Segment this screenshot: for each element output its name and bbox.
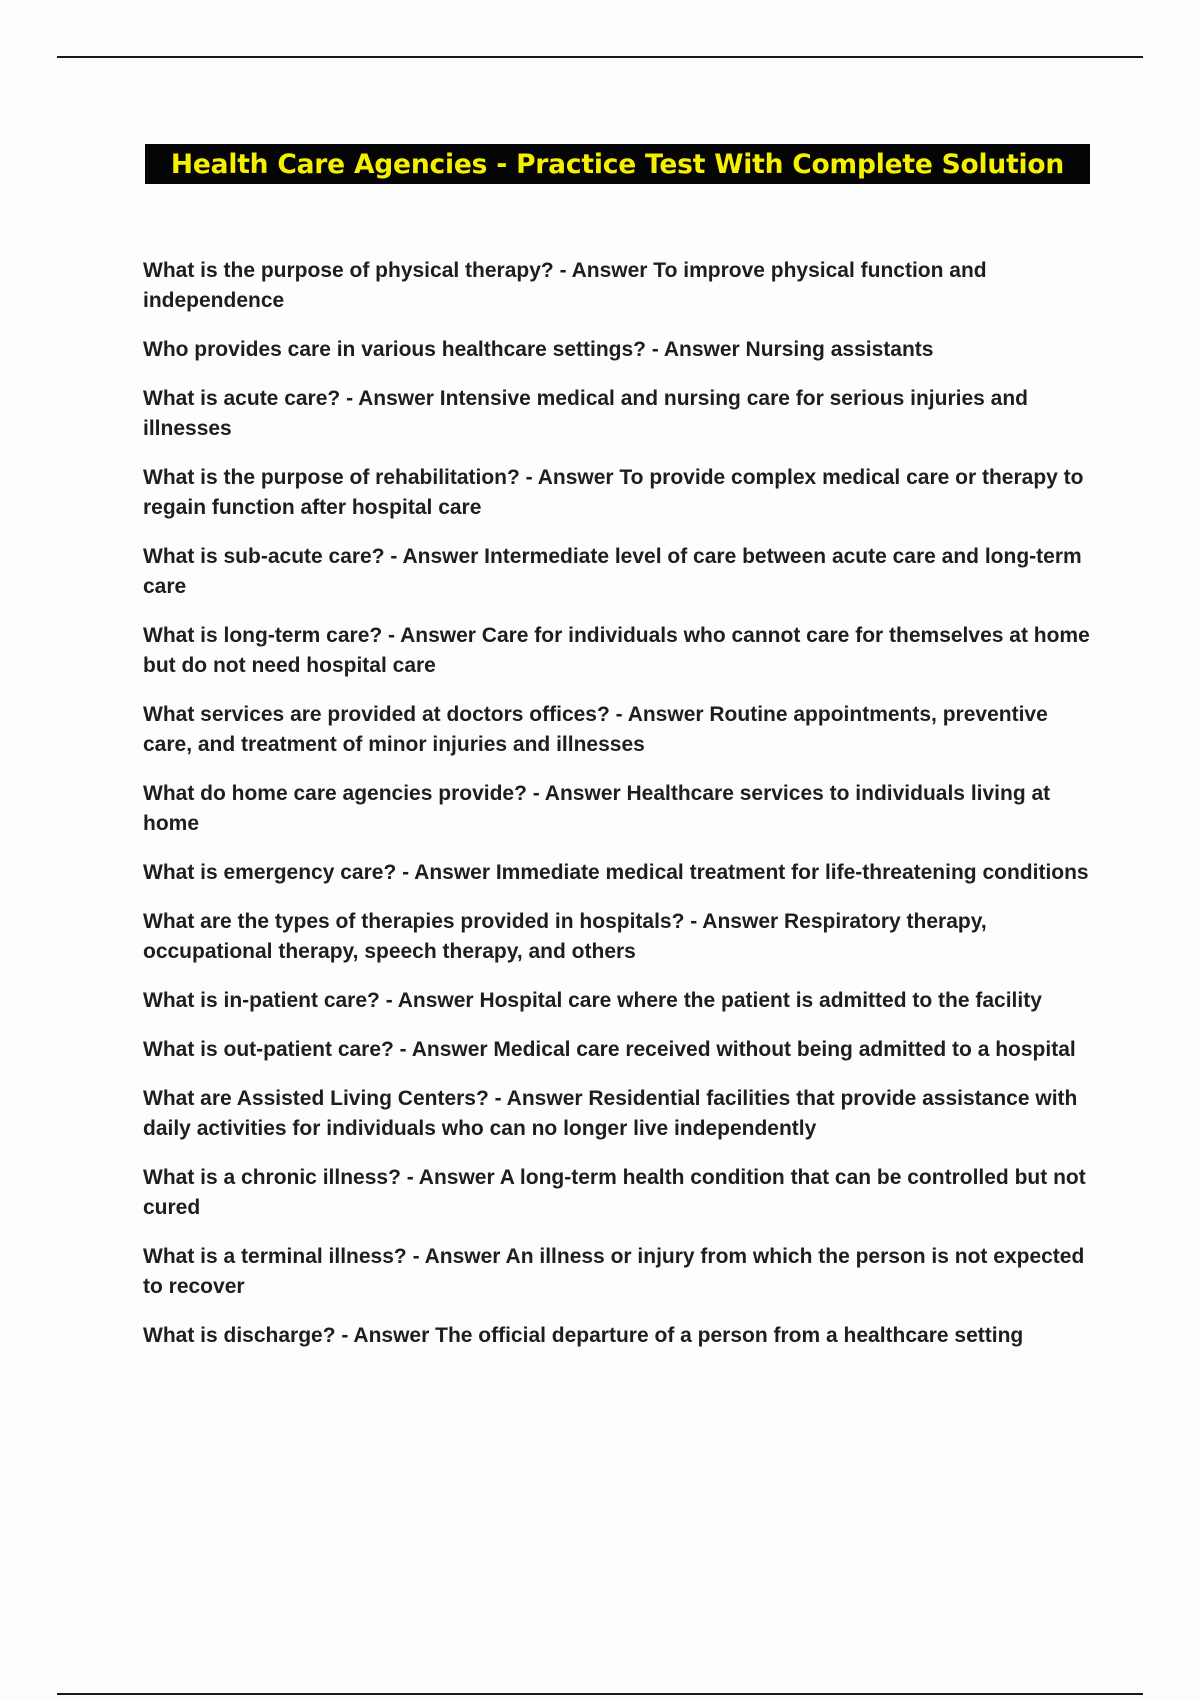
qa-item: What do home care agencies provide? - Answer Healthcare services to individuals living at home (143, 782, 1051, 835)
page-title: Health Care Agencies - Practice Test With Complete Solution (170, 148, 1065, 180)
qa-list (143, 256, 1098, 1370)
qa-item: Who provides care in various healthcare settings? - Answer Nursing assistants (143, 338, 934, 361)
footer-rule (57, 1693, 1143, 1695)
qa-item: What is in-patient care? - Answer Hospital care where the patient is admitted to the facility (143, 989, 1042, 1012)
qa-item: What is discharge? - Answer The official departure of a person from a healthcare setting (143, 1324, 1024, 1347)
qa-item: What is acute care? - Answer Intensive medical and nursing care for serious injuries and illnesses (143, 387, 1028, 440)
qa-item: What is sub-acute care? - Answer Intermediate level of care between acute care and long-term care (143, 545, 1082, 598)
qa-item: What is emergency care? - Answer Immediate medical treatment for life-threatening conditions (143, 861, 1089, 884)
title-banner (145, 144, 1090, 184)
qa-item: What is a terminal illness? - Answer An illness or injury from which the person is not expected to recover (143, 1245, 1085, 1298)
qa-item: What are the types of therapies provided in hospitals? - Answer Respiratory therapy, occupational therapy, speech therapy, and others (143, 910, 987, 963)
qa-item: What are Assisted Living Centers? - Answer Residential facilities that provide assistance with daily activities for individuals who can no longer live independently (143, 1087, 1078, 1140)
qa-item: What services are provided at doctors offices? - Answer Routine appointments, preventive care, and treatment of minor injuries and illnesses (143, 703, 1048, 756)
header-rule (57, 56, 1143, 58)
qa-item: What is long-term care? - Answer Care for individuals who cannot care for themselves at home but do not need hospital care (143, 624, 1090, 677)
qa-item: What is the purpose of physical therapy? - Answer To improve physical function and independence (143, 259, 987, 312)
qa-item: What is out-patient care? - Answer Medical care received without being admitted to a hospital (143, 1038, 1076, 1061)
qa-item: What is the purpose of rehabilitation? - Answer To provide complex medical care or therapy to regain function after hospital care (143, 466, 1084, 519)
qa-item: What is a chronic illness? - Answer A long-term health condition that can be controlled but not cured (143, 1166, 1086, 1219)
